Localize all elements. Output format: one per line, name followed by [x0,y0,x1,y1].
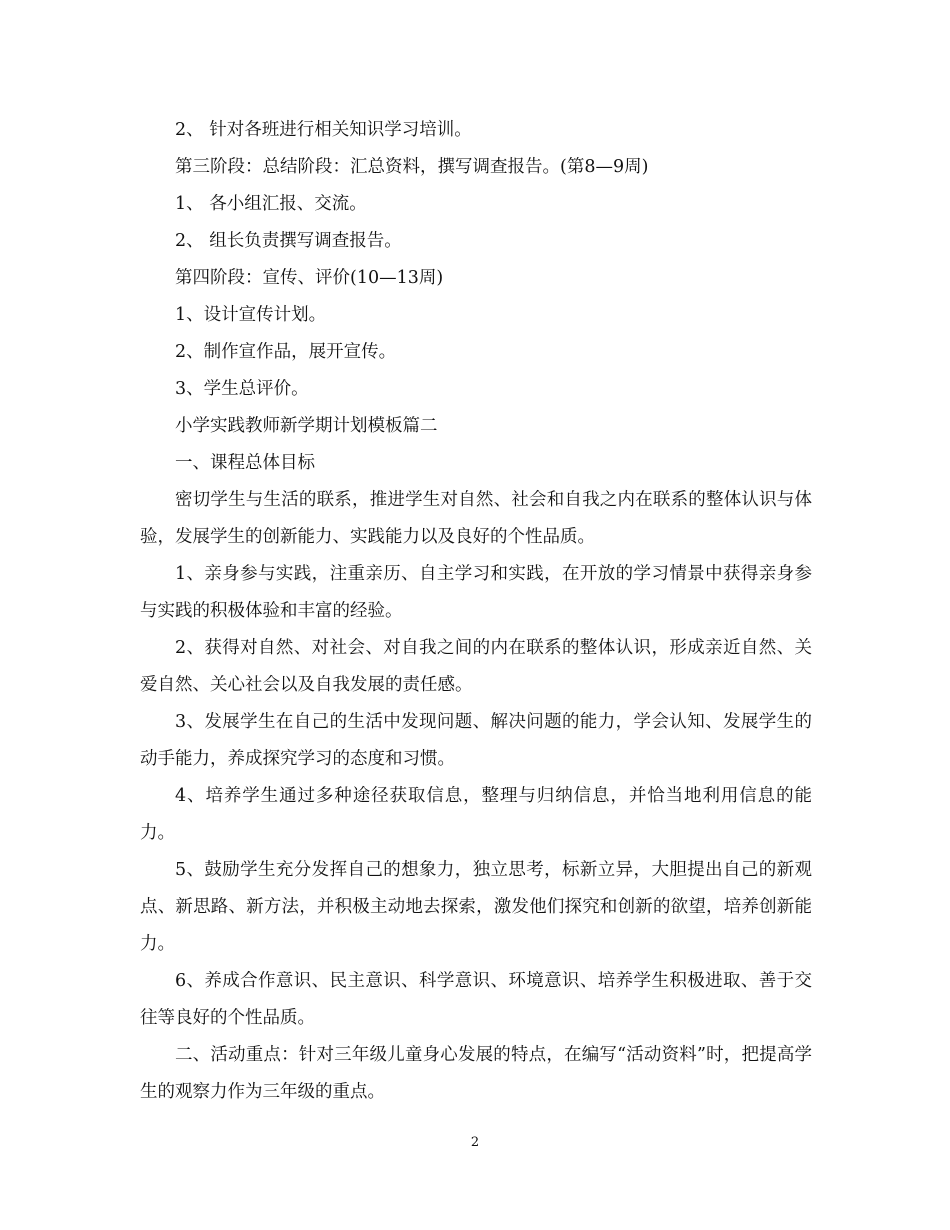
paragraph: 二、活动重点：针对三年级儿童身心发展的特点，在编写“活动资料”时，把提高学生的观察力作为三年级的重点。 [140,1045,812,1102]
paragraph: 6、养成合作意识、民主意识、科学意识、环境意识、培养学生积极进取、善于交往等良好的个性品质。 [140,971,812,1028]
paragraph: 5、鼓励学生充分发挥自己的想象力，独立思考，标新立异，大胆提出自己的新观点、新思路、新方法，并积极主动地去探索，激发他们探究和创新的欲望，培养创新能力。 [140,860,812,954]
paragraph: 3、发展学生在自己的生活中发现问题、解决问题的能力，学会认知、发展学生的动手能力，养成探究学习的态度和习惯。 [140,712,812,769]
section-heading: 一、课程总体目标 [175,453,315,473]
paragraph: 2、制作宣作品，展开宣传。 [175,342,397,362]
paragraph: 2、 组长负责撰写调查报告。 [175,231,402,251]
section-title: 小学实践教师新学期计划模板篇二 [175,416,438,436]
paragraph: 2、获得对自然、对社会、对自我之间的内在联系的整体认识，形成亲近自然、关爱自然、关心社会以及自我发展的责任感。 [140,638,812,695]
paragraph: 3、学生总评价。 [175,379,309,399]
paragraph: 密切学生与生活的联系，推进学生对自然、社会和自我之内在联系的整体认识与体验，发展学生的创新能力、实践能力以及良好的个性品质。 [140,490,812,547]
paragraph: 第三阶段：总结阶段：汇总资料，撰写调查报告。(第8—9周) [175,157,649,177]
document-body [140,112,812,1111]
page-number: 2 [470,1135,480,1150]
paragraph: 1、设计宣传计划。 [175,305,327,325]
paragraph: 2、 针对各班进行相关知识学习培训。 [175,120,472,140]
paragraph: 1、亲身参与实践，注重亲历、自主学习和实践，在开放的学习情景中获得亲身参与实践的积极体验和丰富的经验。 [140,564,812,621]
paragraph: 1、 各小组汇报、交流。 [175,194,367,214]
paragraph: 第四阶段：宣传、评价(10—13周) [175,268,444,288]
paragraph: 4、培养学生通过多种途径获取信息，整理与归纳信息，并恰当地利用信息的能力。 [140,786,812,843]
